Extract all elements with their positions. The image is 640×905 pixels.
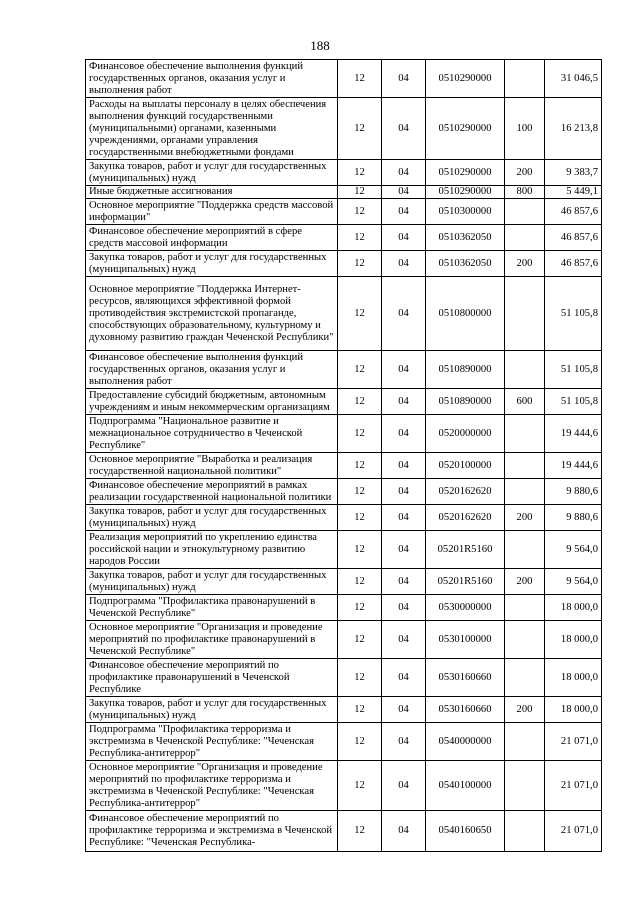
row-amount: 21 071,0 — [545, 761, 602, 811]
row-name: Расходы на выплаты персоналу в целях обеспечения выполнения функций государственными (муниципальными) органами, казенными учреждениями, органами управления государственными внебюджетными фондами — [86, 98, 338, 160]
row-subsection: 04 — [382, 60, 426, 98]
row-amount: 46 857,6 — [545, 225, 602, 251]
row-target-article: 0510290000 — [426, 186, 505, 199]
row-target-article: 0510290000 — [426, 60, 505, 98]
row-section: 12 — [338, 389, 382, 415]
row-name: Финансовое обеспечение мероприятий в сфере средств массовой информации — [86, 225, 338, 251]
row-expense-type: 200 — [505, 505, 545, 531]
row-target-article: 0540100000 — [426, 761, 505, 811]
row-subsection: 04 — [382, 415, 426, 453]
row-subsection: 04 — [382, 621, 426, 659]
row-name: Иные бюджетные ассигнования — [86, 186, 338, 199]
row-target-article: 0530160660 — [426, 697, 505, 723]
row-name: Основное мероприятие "Организация и проведение мероприятий по профилактике правонарушений в Чеченской Республике" — [86, 621, 338, 659]
row-subsection: 04 — [382, 199, 426, 225]
row-target-article: 0540160650 — [426, 811, 505, 852]
table-row — [86, 479, 602, 505]
row-amount: 16 213,8 — [545, 98, 602, 160]
row-amount: 21 071,0 — [545, 811, 602, 852]
table-row — [86, 60, 602, 98]
row-target-article: 0520162620 — [426, 505, 505, 531]
row-expense-type: 600 — [505, 389, 545, 415]
row-expense-type — [505, 60, 545, 98]
row-expense-type — [505, 453, 545, 479]
table-row — [86, 453, 602, 479]
table-row — [86, 595, 602, 621]
row-expense-type: 200 — [505, 160, 545, 186]
row-subsection: 04 — [382, 505, 426, 531]
row-subsection: 04 — [382, 761, 426, 811]
row-section: 12 — [338, 453, 382, 479]
row-expense-type — [505, 659, 545, 697]
row-section: 12 — [338, 225, 382, 251]
row-section: 12 — [338, 160, 382, 186]
row-name: Предоставление субсидий бюджетным, автономным учреждениям и иным некоммерческим организациям — [86, 389, 338, 415]
row-amount: 46 857,6 — [545, 251, 602, 277]
row-subsection: 04 — [382, 723, 426, 761]
budget-table — [85, 59, 602, 852]
row-name: Финансовое обеспечение мероприятий по профилактике правонарушений в Чеченской Республике — [86, 659, 338, 697]
row-expense-type — [505, 415, 545, 453]
row-amount: 5 449,1 — [545, 186, 602, 199]
row-amount: 31 046,5 — [545, 60, 602, 98]
row-target-article: 0510300000 — [426, 199, 505, 225]
row-amount: 9 880,6 — [545, 479, 602, 505]
row-name: Подпрограмма "Профилактика терроризма и экстремизма в Чеченской Республике: "Чеченская Республика-антитеррор" — [86, 723, 338, 761]
row-section: 12 — [338, 351, 382, 389]
row-section: 12 — [338, 621, 382, 659]
row-expense-type — [505, 595, 545, 621]
row-subsection: 04 — [382, 251, 426, 277]
row-section: 12 — [338, 811, 382, 852]
row-subsection: 04 — [382, 186, 426, 199]
row-expense-type — [505, 531, 545, 569]
row-name: Финансовое обеспечение мероприятий в рамках реализации государственной национальной политики — [86, 479, 338, 505]
row-name: Финансовое обеспечение выполнения функций государственных органов, оказания услуг и выполнения работ — [86, 351, 338, 389]
row-name: Закупка товаров, работ и услуг для государственных (муниципальных) нужд — [86, 160, 338, 186]
row-name: Закупка товаров, работ и услуг для государственных (муниципальных) нужд — [86, 251, 338, 277]
row-expense-type — [505, 199, 545, 225]
row-section: 12 — [338, 98, 382, 160]
page-number: 188 — [310, 38, 330, 53]
row-name: Основное мероприятие "Организация и проведение мероприятий по профилактике терроризма и экстремизма в Чеченской Республике: "Чеченская Республика-антитеррор" — [86, 761, 338, 811]
row-expense-type: 200 — [505, 569, 545, 595]
table-row — [86, 621, 602, 659]
table-row — [86, 225, 602, 251]
row-target-article: 05201R5160 — [426, 569, 505, 595]
row-amount: 18 000,0 — [545, 659, 602, 697]
row-name: Закупка товаров, работ и услуг для государственных (муниципальных) нужд — [86, 697, 338, 723]
row-target-article: 0510362050 — [426, 251, 505, 277]
row-subsection: 04 — [382, 531, 426, 569]
row-amount: 51 105,8 — [545, 351, 602, 389]
table-row — [86, 569, 602, 595]
row-amount: 21 071,0 — [545, 723, 602, 761]
row-expense-type — [505, 723, 545, 761]
row-name: Финансовое обеспечение мероприятий по профилактике терроризма и экстремизма в Чеченской Республике: "Чеченская Республика- — [86, 811, 338, 852]
row-expense-type: 800 — [505, 186, 545, 199]
row-target-article: 0540000000 — [426, 723, 505, 761]
row-subsection: 04 — [382, 569, 426, 595]
row-amount: 46 857,6 — [545, 199, 602, 225]
row-target-article: 0530000000 — [426, 595, 505, 621]
table-row — [86, 811, 602, 852]
row-target-article: 0520100000 — [426, 453, 505, 479]
row-target-article: 0510290000 — [426, 98, 505, 160]
row-section: 12 — [338, 186, 382, 199]
row-subsection: 04 — [382, 351, 426, 389]
row-section: 12 — [338, 505, 382, 531]
row-amount: 9 383,7 — [545, 160, 602, 186]
row-section: 12 — [338, 569, 382, 595]
row-amount: 9 564,0 — [545, 569, 602, 595]
row-target-article: 0510290000 — [426, 160, 505, 186]
row-subsection: 04 — [382, 160, 426, 186]
row-name: Закупка товаров, работ и услуг для государственных (муниципальных) нужд — [86, 505, 338, 531]
row-subsection: 04 — [382, 479, 426, 505]
row-amount: 51 105,8 — [545, 277, 602, 351]
row-target-article: 0510362050 — [426, 225, 505, 251]
table-row — [86, 505, 602, 531]
table-row — [86, 723, 602, 761]
row-amount: 18 000,0 — [545, 595, 602, 621]
row-subsection: 04 — [382, 595, 426, 621]
row-amount: 18 000,0 — [545, 697, 602, 723]
row-expense-type: 100 — [505, 98, 545, 160]
row-amount: 19 444,6 — [545, 415, 602, 453]
table-row — [86, 186, 602, 199]
row-amount: 9 564,0 — [545, 531, 602, 569]
row-name: Основное мероприятие "Поддержка средств массовой информации" — [86, 199, 338, 225]
row-target-article: 0520162620 — [426, 479, 505, 505]
row-target-article: 0510800000 — [426, 277, 505, 351]
table-row — [86, 160, 602, 186]
row-section: 12 — [338, 723, 382, 761]
table-row — [86, 389, 602, 415]
row-subsection: 04 — [382, 811, 426, 852]
row-subsection: 04 — [382, 277, 426, 351]
row-target-article: 0510890000 — [426, 351, 505, 389]
row-subsection: 04 — [382, 389, 426, 415]
table-row — [86, 351, 602, 389]
row-subsection: 04 — [382, 225, 426, 251]
row-section: 12 — [338, 479, 382, 505]
row-subsection: 04 — [382, 659, 426, 697]
row-section: 12 — [338, 697, 382, 723]
row-subsection: 04 — [382, 453, 426, 479]
row-name: Финансовое обеспечение выполнения функций государственных органов, оказания услуг и выполнения работ — [86, 60, 338, 98]
table-row — [86, 251, 602, 277]
row-expense-type — [505, 351, 545, 389]
row-name: Закупка товаров, работ и услуг для государственных (муниципальных) нужд — [86, 569, 338, 595]
row-expense-type — [505, 479, 545, 505]
table-row — [86, 761, 602, 811]
row-expense-type — [505, 761, 545, 811]
row-expense-type — [505, 621, 545, 659]
row-amount: 18 000,0 — [545, 621, 602, 659]
table-row — [86, 98, 602, 160]
row-section: 12 — [338, 251, 382, 277]
row-subsection: 04 — [382, 697, 426, 723]
row-name: Основное мероприятие "Поддержка Интернет-ресурсов, являющихся эффективной формой противодействия экстремистской пропаганде, способствующих образовательному, культурному и духовному развитию граждан Чеченской Республики" — [86, 277, 338, 351]
table-row — [86, 199, 602, 225]
row-expense-type: 200 — [505, 251, 545, 277]
row-target-article: 0510890000 — [426, 389, 505, 415]
row-name: Основное мероприятие "Выработка и реализация государственной национальной политики" — [86, 453, 338, 479]
row-expense-type — [505, 811, 545, 852]
table-row — [86, 659, 602, 697]
row-section: 12 — [338, 277, 382, 351]
table-row — [86, 277, 602, 351]
table-row — [86, 697, 602, 723]
row-section: 12 — [338, 659, 382, 697]
row-target-article: 05201R5160 — [426, 531, 505, 569]
row-section: 12 — [338, 595, 382, 621]
row-expense-type — [505, 225, 545, 251]
budget-table-body — [86, 60, 602, 852]
row-subsection: 04 — [382, 98, 426, 160]
row-section: 12 — [338, 761, 382, 811]
table-row — [86, 531, 602, 569]
row-amount: 51 105,8 — [545, 389, 602, 415]
row-section: 12 — [338, 60, 382, 98]
row-target-article: 0530160660 — [426, 659, 505, 697]
row-section: 12 — [338, 415, 382, 453]
row-amount: 9 880,6 — [545, 505, 602, 531]
row-name: Реализация мероприятий по укреплению единства российской нации и этнокультурному развитию народов России — [86, 531, 338, 569]
row-target-article: 0530100000 — [426, 621, 505, 659]
row-section: 12 — [338, 531, 382, 569]
row-target-article: 0520000000 — [426, 415, 505, 453]
row-amount: 19 444,6 — [545, 453, 602, 479]
row-section: 12 — [338, 199, 382, 225]
row-expense-type — [505, 277, 545, 351]
row-expense-type: 200 — [505, 697, 545, 723]
row-name: Подпрограмма "Национальное развитие и межнациональное сотрудничество в Чеченской Республике" — [86, 415, 338, 453]
table-row — [86, 415, 602, 453]
row-name: Подпрограмма "Профилактика правонарушений в Чеченской Республике" — [86, 595, 338, 621]
